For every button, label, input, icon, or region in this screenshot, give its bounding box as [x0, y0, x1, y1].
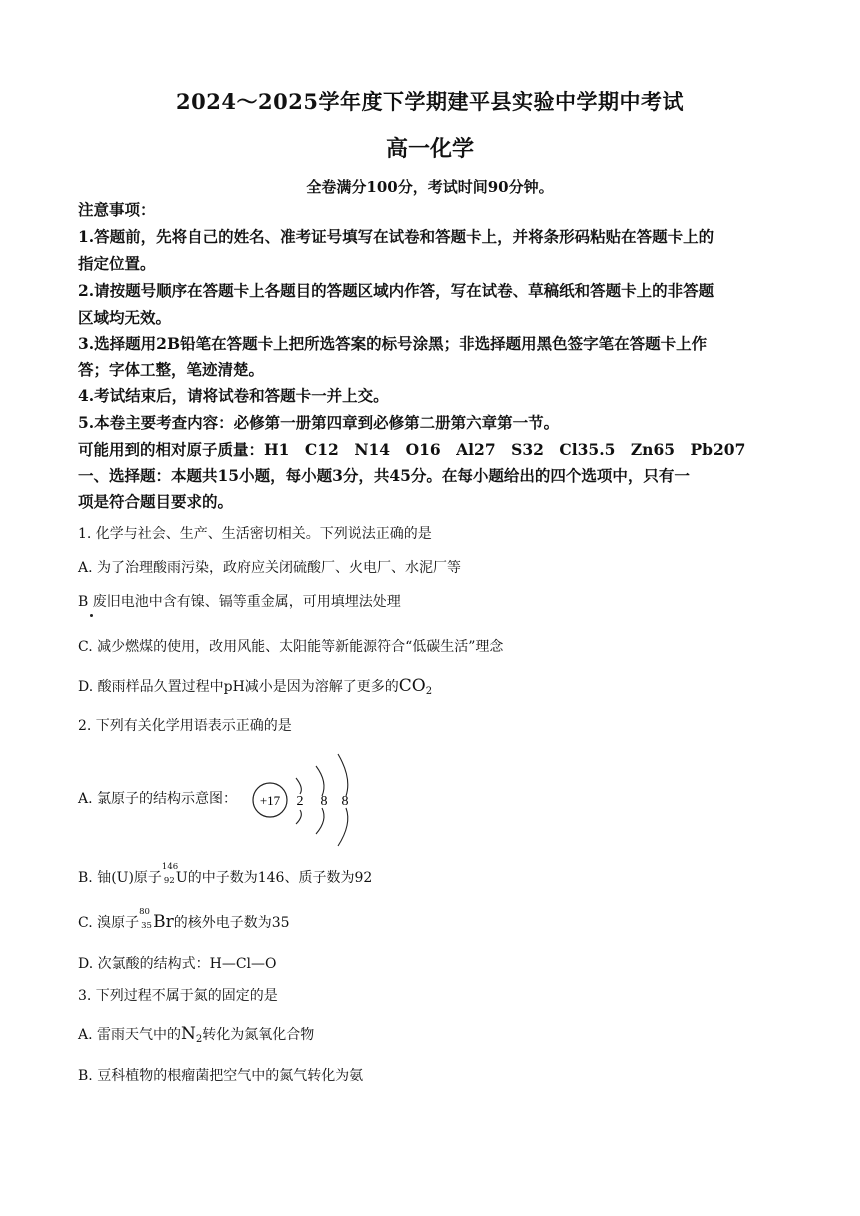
q2-option-c [78, 907, 788, 933]
q1-option-c: C. 减少燃煤的使用，改用风能、太阳能等新能源符合“低碳生活”理念 [78, 639, 504, 655]
bromine-symbol: Br [153, 912, 174, 932]
shell-arc [338, 754, 348, 796]
q2-option-b [78, 862, 788, 888]
q2-option-b-pre: B. 铀(U)原子 [78, 870, 162, 886]
notice-line: 1.答题前，先将自己的姓名、准考证号填写在试卷和答题卡上，并将条形码粘贴在答题卡上的 [78, 227, 715, 246]
stray-dot [90, 614, 93, 617]
subject-title: 高一化学 [385, 136, 474, 162]
q1-option-a: A. 为了治理酸雨污染，政府应关闭硫酸厂、火电厂、水泥厂等 [78, 560, 462, 576]
atomic-masses: 可能用到的相对原子质量：H1 C12 N14 O16 Al27 S32 Cl35.5 Zn65 Pb207 [78, 440, 746, 459]
shell-arc [316, 766, 324, 796]
co2-formula: CO [398, 676, 426, 696]
notice-line: 5.本卷主要考查内容：必修第一册第四章到必修第二册第六章第一节。 [78, 413, 560, 432]
uranium-symbol: U [175, 870, 188, 886]
q2-option-c-pre: C. 溴原子 [78, 915, 140, 931]
q2-option-a: A. 氯原子的结构示意图： [78, 791, 238, 807]
atomic-number: 92 [163, 876, 175, 886]
q3-stem: 3. 下列过程不属于氮的固定的是 [78, 988, 278, 1004]
atomic-number: 35 [141, 921, 152, 931]
q1-option-d [78, 676, 788, 702]
q2-option-c-post: 的核外电子数为35 [173, 915, 290, 931]
n2-subscript: 2 [195, 1034, 203, 1045]
notice-heading: 注意事项： [78, 200, 156, 219]
q1-stem: 1. 化学与社会、生产、生活密切相关。下列说法正确的是 [78, 526, 432, 542]
q2-option-b-post: 的中子数为146、质子数为92 [187, 870, 373, 886]
notice-line: 2.请按题号顺序在答题卡上各题目的答题区域内作答，写在试卷、草稿纸和答题卡上的非答题 [78, 281, 715, 300]
shell-1-electrons: 2 [296, 794, 304, 809]
notice-line: 3.选择题用2B铅笔在答题卡上把所选答案的标号涂黑；非选择题用黑色签字笔在答题卡上作 [78, 334, 708, 353]
shell-2-electrons: 8 [320, 794, 328, 809]
notice-line: 4.考试结束后，请将试卷和答题卡一并上交。 [78, 386, 389, 405]
shell-arc [296, 778, 301, 794]
q3-option-a [78, 1024, 788, 1050]
notice-line: 指定位置。 [78, 254, 156, 273]
mass-number: 80 [139, 907, 150, 917]
chlorine-atom-diagram [250, 752, 370, 848]
q2-option-d: D. 次氯酸的结构式：H—Cl—O [78, 956, 277, 972]
notice-line: 区域均无效。 [78, 308, 172, 327]
n2-formula: N [181, 1024, 196, 1044]
q1-option-d-text: D. 酸雨样品久置过程中pH减小是因为溶解了更多的 [78, 679, 399, 695]
exam-title: 2024～2025学年度下学期建平县实验中学期中考试 [176, 89, 684, 114]
mass-number: 146 [161, 862, 179, 872]
shell-arc [316, 808, 324, 834]
section-heading: 一、选择题：本题共15小题，每小题3分，共45分。在每小题给出的四个选项中，只有一 [78, 466, 690, 485]
q1-option-b: B 废旧电池中含有镍、镉等重金属，可用填埋法处理 [78, 594, 401, 610]
q3-option-a-pre: A. 雷雨天气中的 [78, 1027, 182, 1043]
q3-option-b: B. 豆科植物的根瘤菌把空气中的氮气转化为氨 [78, 1068, 364, 1084]
bromine-isotope [139, 907, 153, 933]
uranium-isotope [161, 862, 179, 888]
score-time-note: 全卷满分100分，考试时间90分钟。 [306, 178, 554, 196]
q2-stem: 2. 下列有关化学用语表示正确的是 [78, 718, 292, 734]
co2-subscript: 2 [425, 686, 433, 697]
q3-option-a-post: 转化为氮氧化合物 [202, 1027, 315, 1043]
section-heading-cont: 项是符合题目要求的。 [78, 492, 234, 511]
shell-arc [296, 810, 301, 824]
notice-line: 答；字体工整，笔迹清楚。 [78, 360, 265, 379]
shell-arc [338, 808, 348, 846]
shell-3-electrons: 8 [341, 794, 349, 809]
nucleus-charge: +17 [259, 793, 281, 808]
